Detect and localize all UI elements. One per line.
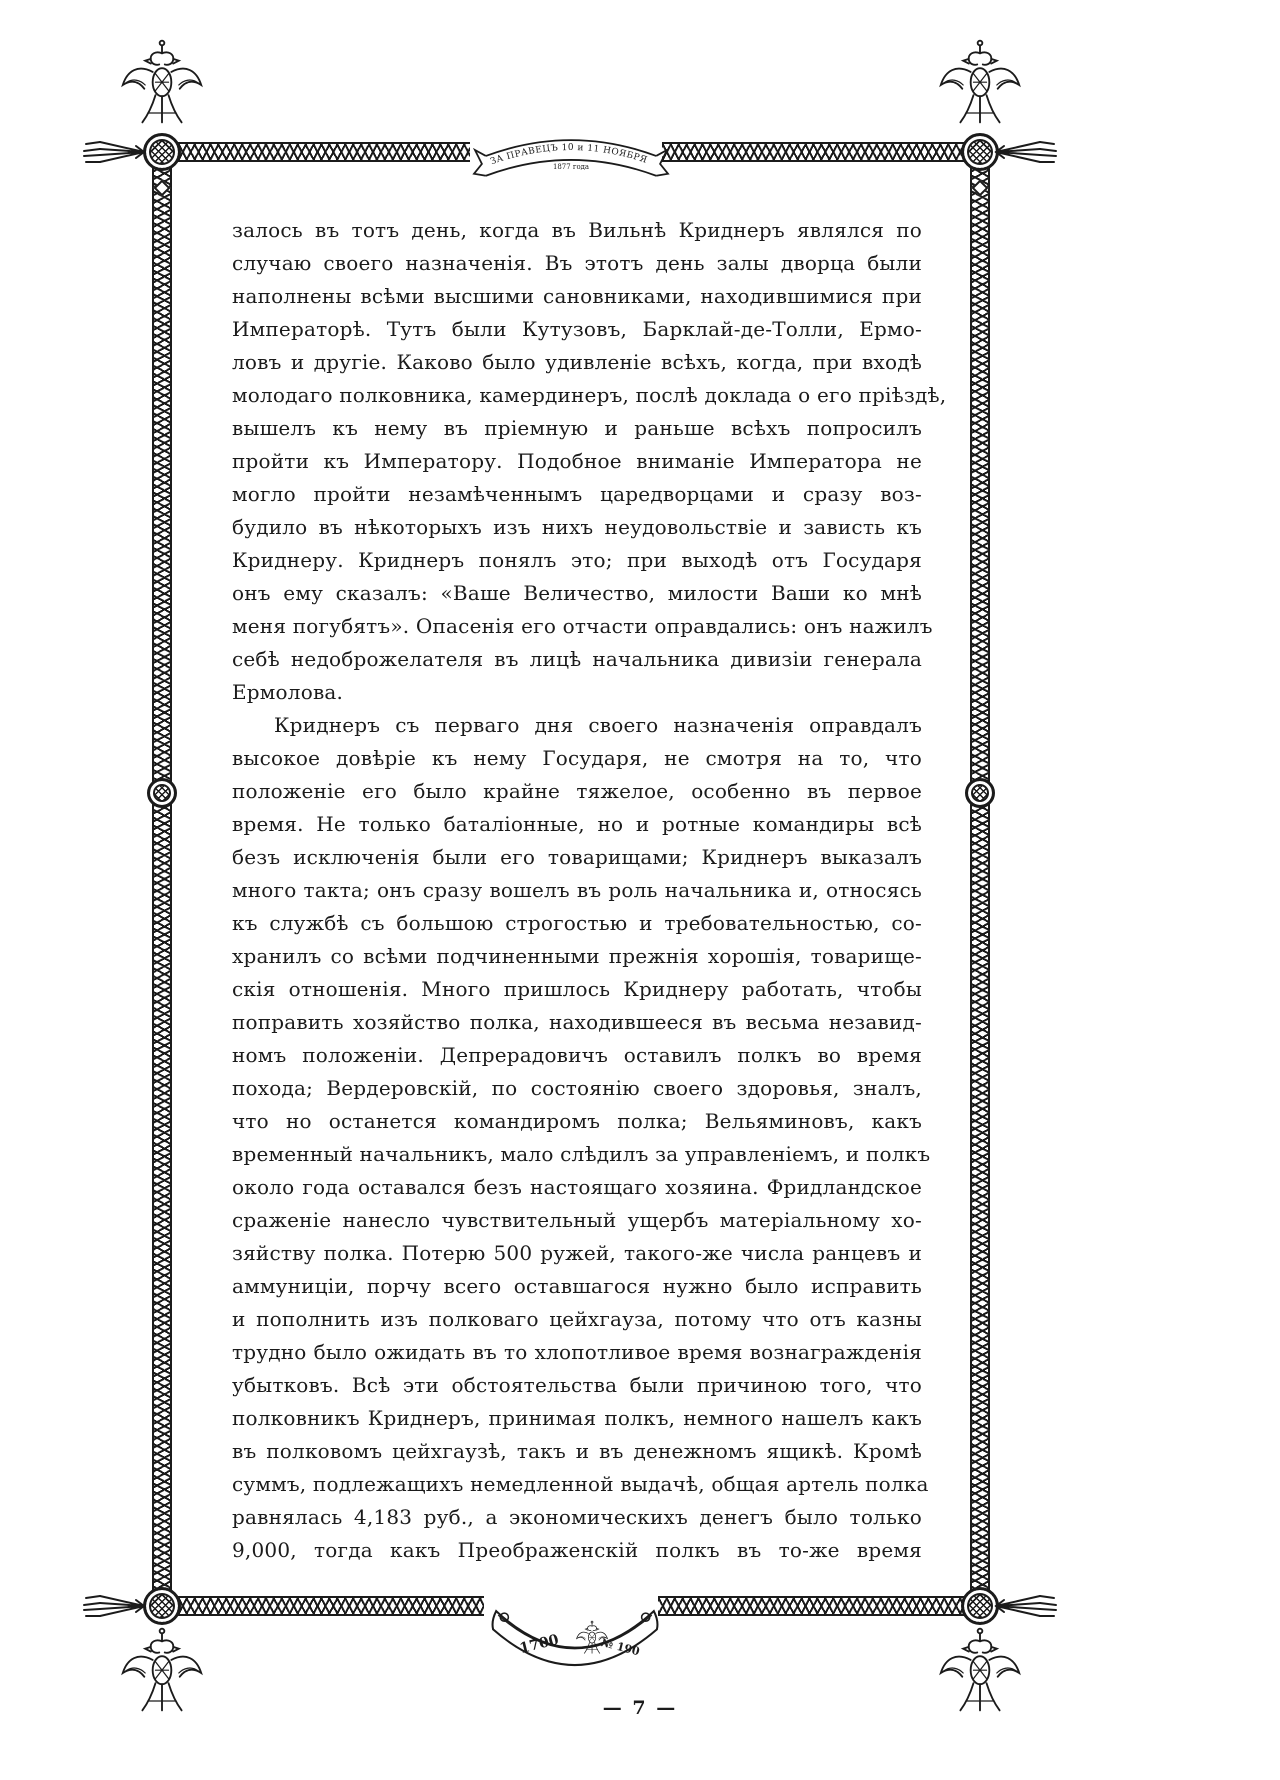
text-line: пройти къ Императору. Подобное вниманіе Императора не: [232, 449, 922, 473]
double-eagle-icon: [938, 38, 1022, 132]
border-braid-top-right: [662, 142, 970, 162]
text-line: полковникъ Криднеръ, принимая полкъ, немного нашелъ какъ: [232, 1406, 922, 1430]
text-line: безъ исключенія были его товарищами; Криднеръ выказалъ: [232, 845, 922, 869]
text-line: равнялась 4,183 руб., а экономическихъ денегъ было только: [232, 1505, 922, 1529]
text-line: Криднеру. Криднеръ понялъ это; при выходѣ отъ Государя: [232, 548, 922, 572]
text-line: ловъ и другіе. Каково было удивленіе всѣхъ, когда, при входѣ: [232, 350, 922, 374]
text-line: зяйству полка. Потерю 500 ружей, такого-же числа ранцевъ и: [232, 1241, 922, 1265]
text-line: положеніе его было крайне тяжелое, особенно въ первое: [232, 779, 922, 803]
tassel-icon: [992, 1590, 1062, 1622]
tassel-icon: [992, 136, 1062, 168]
text-line: поправить хозяйство полка, находившееся въ весьма незавид-: [232, 1010, 922, 1034]
text-line: онъ ему сказалъ: «Ваше Величество, милости Ваши ко мнѣ: [232, 581, 922, 605]
text-line: будило въ нѣкоторыхъ изъ нихъ неудовольствіе и зависть къ: [232, 515, 922, 539]
text-line: скія отношенія. Много пришлось Криднеру работать, чтобы: [232, 977, 922, 1001]
rosette-icon: [143, 133, 181, 171]
tassel-icon: [78, 1590, 148, 1622]
border-braid-right: [970, 162, 990, 1596]
text-line: могло пройти незамѣченнымъ царедворцами и сразу воз-: [232, 482, 922, 506]
text-line: хранилъ со всѣми подчиненными прежнія хорошія, товарище-: [232, 944, 922, 968]
border-braid-top-left: [170, 142, 470, 162]
rosette-icon: [965, 778, 995, 808]
gorget-cartouche: [486, 1586, 664, 1684]
text-line: залось въ тотъ день, когда въ Вильнѣ Криднеръ являлся по: [232, 218, 922, 242]
text-line: себѣ недоброжелателя въ лицѣ начальника дивизіи генерала: [232, 647, 922, 671]
text-line: и пополнить изъ полковаго цейхгауза, потому что отъ казны: [232, 1307, 922, 1331]
text-block: [232, 214, 947, 1567]
text-line: время. Не только баталіонные, но и ротные командиры всѣ: [232, 812, 922, 836]
battle-honor-ribbon: [472, 112, 670, 192]
text-line: къ службѣ съ большою строгостью и требовательностью, со-: [232, 911, 922, 935]
text-line: трудно было ожидать въ то хлопотливое время вознагражденія: [232, 1340, 922, 1364]
text-line: въ полковомъ цейхгаузѣ, такъ и въ денежномъ ящикѣ. Кромѣ: [232, 1439, 922, 1463]
text-line: суммъ, подлежащихъ немедленной выдачѣ, общая артель полка: [232, 1472, 929, 1496]
text-line: Ермолова.: [232, 680, 344, 704]
text-line: номъ положеніи. Депрерадовичъ оставилъ полкъ во время: [232, 1043, 922, 1067]
text-line: убытковъ. Всѣ эти обстоятельства были причиною того, что: [232, 1373, 922, 1397]
border-braid-left: [152, 162, 172, 1596]
paragraph: [232, 214, 947, 709]
text-line: вышелъ къ нему въ пріемную и раньше всѣхъ попросилъ: [232, 416, 922, 440]
tassel-icon: [78, 136, 148, 168]
text-line: меня погубятъ». Опасенія его отчасти оправдались: онъ нажилъ: [232, 614, 933, 638]
text-line: молодаго полковника, камердинеръ, послѣ доклада о его пріѣздѣ,: [232, 383, 947, 407]
text-line: что но останется командиромъ полка; Вельяминовъ, какъ: [232, 1109, 922, 1133]
text-line: случаю своего назначенія. Въ этотъ день залы дворца были: [232, 251, 922, 275]
text-line: Криднеръ съ перваго дня своего назначенія оправдалъ: [274, 713, 922, 737]
text-line: Императорѣ. Тутъ были Кутузовъ, Барклай-де-Толли, Ермо-: [232, 317, 922, 341]
text-line: похода; Вердеровскій, по состоянію своего здоровья, зналъ,: [232, 1076, 922, 1100]
rosette-icon: [147, 778, 177, 808]
text-line: высокое довѣріе къ нему Государя, не смотря на то, что: [232, 746, 922, 770]
paragraph: [232, 709, 931, 1567]
gorget-year: 1700: [518, 1631, 561, 1658]
border-braid-bottom-left: [170, 1596, 484, 1616]
text-line: много такта; онъ сразу вошелъ въ роль начальника и, относясь: [232, 878, 922, 902]
border-braid-bottom-right: [658, 1596, 970, 1616]
text-line: наполнены всѣми высшими сановниками, находившимися при: [232, 284, 922, 308]
text-line: 9,000, тогда какъ Преображенскій полкъ въ то-же время: [232, 1538, 922, 1562]
rosette-icon: [143, 1587, 181, 1625]
text-line: сраженіе нанесло чувствительный ущербъ матеріальному хо-: [232, 1208, 922, 1232]
text-line: около года оставался безъ настоящаго хозяина. Фридландское: [232, 1175, 922, 1199]
page-number: — 7 —: [602, 1697, 678, 1719]
text-line: временный начальникъ, мало слѣдилъ за управленіемъ, и полкъ: [232, 1142, 931, 1166]
text-line: аммуниціи, порчу всего оставшагося нужно было исправить: [232, 1274, 922, 1298]
ribbon-year: 1877 года: [553, 162, 589, 171]
double-eagle-icon: [120, 38, 204, 132]
gorget-number: № 190: [599, 1636, 642, 1659]
ribbon-inscription: ЗА ПРАВЕЦЪ 10 и 11 НОЯБРЯ: [489, 143, 649, 168]
